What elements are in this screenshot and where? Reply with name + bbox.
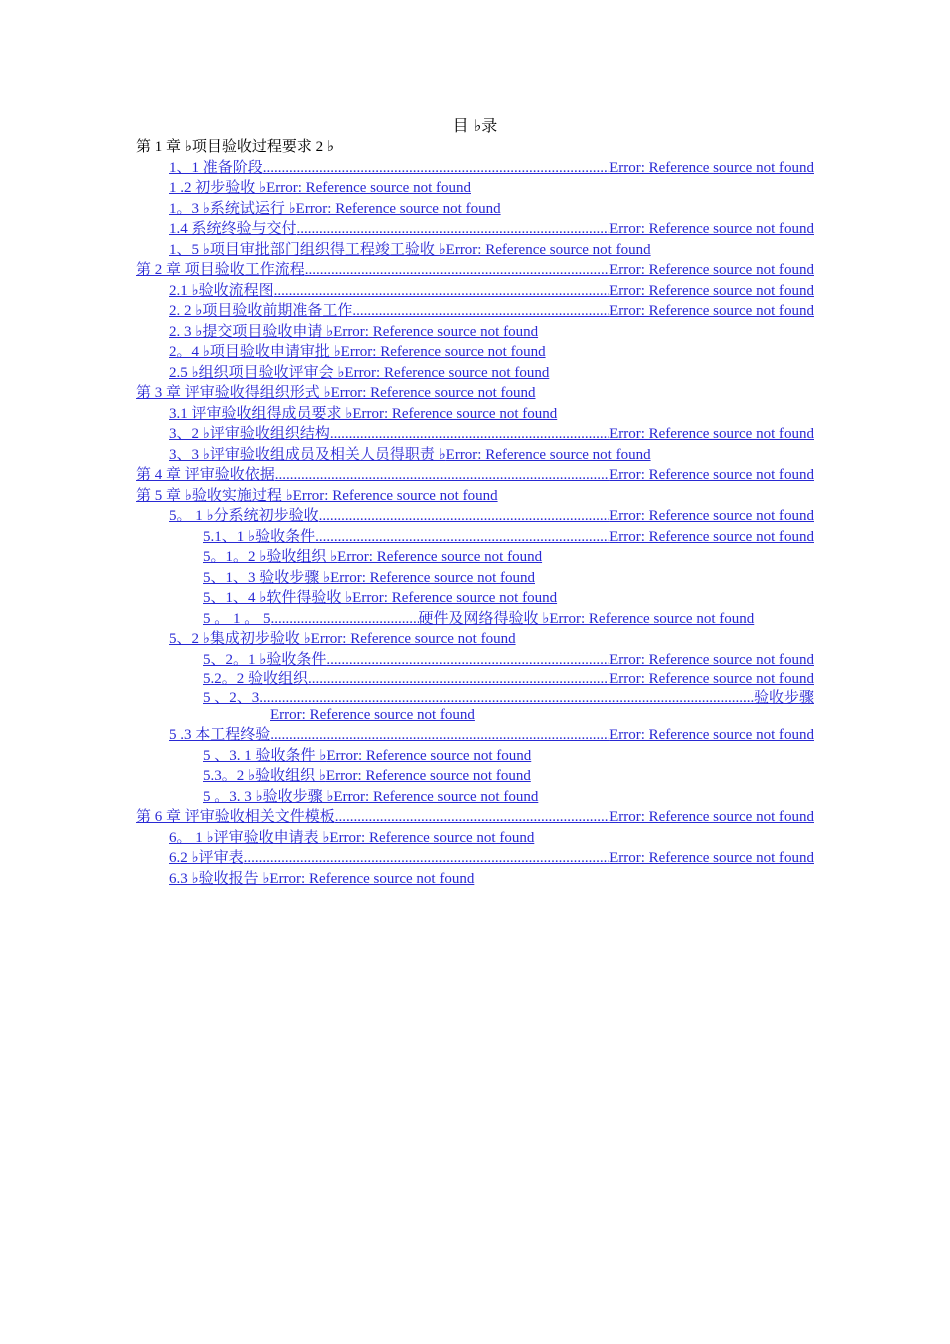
toc-entry-chapter-1 bbox=[136, 137, 814, 158]
toc-entry-ref[interactable]: Error: Reference source not found bbox=[292, 487, 498, 504]
toc-entry-ref[interactable]: Error: Reference source not found bbox=[609, 303, 814, 319]
dot-leader bbox=[326, 650, 609, 671]
toc-entry-label[interactable]: 1、5 ♭项目审批部门组织得工程竣工验收 ♭ bbox=[169, 241, 446, 258]
dot-leader bbox=[271, 609, 419, 630]
toc-entry-label[interactable]: 5.3。2 ♭验收组织 ♭ bbox=[203, 768, 326, 784]
toc-entry-label[interactable]: 第 4 章 评审验收依据 bbox=[136, 467, 275, 483]
toc-entry-ref[interactable]: Error: Reference source not found bbox=[295, 200, 501, 217]
toc-entry-5-1-2[interactable] bbox=[136, 547, 814, 568]
toc-entry-ref[interactable]: Error: Reference source not found bbox=[609, 221, 814, 237]
dot-leader bbox=[335, 807, 609, 828]
toc-entry-ref[interactable]: Error: Reference source not found bbox=[609, 159, 814, 176]
toc-entry-label[interactable]: 6.3 ♭验收报告 ♭ bbox=[169, 870, 270, 887]
toc-entry-ref[interactable]: Error: Reference source not found bbox=[609, 262, 814, 278]
toc-entry-2-2[interactable] bbox=[136, 301, 814, 322]
toc-entry-1-2[interactable] bbox=[136, 178, 814, 199]
toc-entry-label[interactable]: 2.1 ♭验收流程图 bbox=[169, 282, 274, 299]
toc-entry-5-3-2[interactable] bbox=[136, 766, 814, 787]
toc-entry-1-5[interactable] bbox=[136, 240, 814, 261]
toc-entry-label[interactable]: 5 。 1 。 5 bbox=[203, 610, 271, 627]
toc-title: 目 ♭录 bbox=[452, 116, 498, 135]
toc-entry-chapter-2[interactable] bbox=[136, 260, 814, 281]
toc-entry-5-2[interactable] bbox=[136, 629, 814, 650]
toc-entry-ref[interactable]: Error: Reference source not found bbox=[609, 809, 814, 825]
toc-entry-label[interactable]: 5、2。1 ♭验收条件 bbox=[203, 651, 327, 668]
toc-entry-ref[interactable]: Error: Reference source not found bbox=[333, 788, 539, 805]
toc-entry-5-3[interactable] bbox=[136, 725, 814, 746]
toc-entry-ref[interactable]: Error: Reference source not found bbox=[344, 364, 550, 381]
toc-entry-label[interactable]: 5、1、4 ♭软件得验收 ♭ bbox=[203, 590, 353, 606]
toc-entry-2-4[interactable] bbox=[136, 342, 814, 363]
table-of-contents bbox=[136, 137, 814, 889]
toc-entry-ref[interactable]: Error: Reference source not found bbox=[549, 610, 755, 627]
toc-entry-label[interactable]: 1、1 准备阶段 bbox=[169, 159, 263, 176]
toc-entry-label[interactable]: 2. 2 ♭项目验收前期准备工作 bbox=[169, 303, 353, 319]
toc-entry-1-4[interactable] bbox=[136, 219, 814, 240]
toc-entry-label[interactable]: 6.2 ♭评审表 bbox=[169, 850, 244, 866]
toc-entry-label[interactable]: 第 2 章 项目验收工作流程 bbox=[136, 262, 305, 278]
toc-entry-ref[interactable]: Error: Reference source not found bbox=[340, 344, 546, 360]
toc-entry-5-1[interactable] bbox=[136, 506, 814, 527]
toc-entry-6-3[interactable] bbox=[136, 869, 814, 890]
toc-entry-label[interactable]: 第 5 章 ♭验收实施过程 ♭ bbox=[136, 487, 293, 504]
toc-entry-5-3-1[interactable] bbox=[136, 746, 814, 767]
toc-entry-2-3[interactable] bbox=[136, 322, 814, 343]
dot-leader bbox=[319, 506, 610, 527]
dot-leader bbox=[330, 424, 609, 445]
toc-entry-chapter-3[interactable] bbox=[136, 383, 814, 404]
dot-leader bbox=[297, 219, 610, 240]
toc-entry-5-1-3[interactable] bbox=[136, 568, 814, 589]
toc-entry-label[interactable]: 5。 1 ♭分系统初步验收 bbox=[169, 508, 319, 524]
toc-entry-ref[interactable]: Error: Reference source not found bbox=[445, 241, 651, 258]
toc-entry-ref[interactable]: Error: Reference source not found bbox=[269, 870, 475, 887]
toc-entry-label[interactable]: 5、1、3 验收步骤 ♭ bbox=[203, 569, 331, 586]
toc-entry-ref[interactable]: Error: Reference source not found bbox=[352, 590, 558, 606]
toc-entry-ref[interactable]: Error: Reference source not found bbox=[445, 446, 651, 463]
dot-leader bbox=[305, 260, 609, 281]
toc-entry-1-3[interactable] bbox=[136, 199, 814, 220]
toc-entry-label[interactable]: 5、2 ♭集成初步验收 ♭ bbox=[169, 631, 311, 647]
toc-entry-tail[interactable]: 验收步骤 bbox=[753, 690, 814, 706]
toc-entry-5-3-3[interactable] bbox=[136, 787, 814, 808]
toc-entry-ref[interactable]: Error: Reference source not found bbox=[352, 405, 558, 422]
toc-entry-ref[interactable]: Error: Reference source not found bbox=[330, 385, 536, 401]
toc-entry-5-1-4[interactable] bbox=[136, 588, 814, 609]
toc-entry-ref[interactable]: Error: Reference source not found bbox=[337, 549, 543, 565]
dot-leader bbox=[352, 301, 609, 322]
toc-entry-3-1[interactable] bbox=[136, 404, 814, 425]
dot-leader bbox=[244, 848, 610, 869]
toc-entry-ref[interactable]: Error: Reference source not found bbox=[609, 727, 814, 743]
toc-entry-ref[interactable]: Error: Reference source not found bbox=[325, 768, 531, 784]
toc-entry-label[interactable]: 6。 1 ♭评审验收申请表 ♭ bbox=[169, 829, 330, 846]
toc-entry-3-3[interactable] bbox=[136, 445, 814, 466]
toc-entry-6-1[interactable] bbox=[136, 828, 814, 849]
toc-entry-label[interactable]: 第 6 章 评审验收相关文件模板 bbox=[136, 809, 335, 825]
toc-entry-label[interactable]: 5 .3 本工程终验 bbox=[169, 727, 271, 743]
toc-entry-label[interactable]: 2.5 ♭组织项目验收评审会 ♭ bbox=[169, 364, 345, 381]
toc-entry-ref[interactable]: Error: Reference source not found bbox=[609, 671, 814, 687]
toc-entry-ref[interactable]: Error: Reference source not found bbox=[609, 528, 814, 545]
toc-entry-5-2-3[interactable] bbox=[136, 688, 814, 725]
toc-entry-label[interactable]: 3、2 ♭评审验收组织结构 bbox=[169, 426, 330, 442]
toc-entry-label[interactable]: 3.1 评审验收组得成员要求 ♭ bbox=[169, 405, 353, 422]
toc-entry-ref[interactable]: Error: Reference source not found bbox=[330, 569, 535, 586]
dot-leader bbox=[263, 158, 609, 179]
dot-leader bbox=[270, 725, 609, 746]
toc-entry-label[interactable]: 1.4 系统终验与交付 bbox=[169, 221, 297, 237]
toc-entry-chapter-6[interactable] bbox=[136, 807, 814, 828]
toc-entry-3-2[interactable] bbox=[136, 424, 814, 445]
toc-entry-chapter-5[interactable] bbox=[136, 486, 814, 507]
toc-entry-1-1[interactable] bbox=[136, 158, 814, 179]
toc-entry-ref[interactable]: Error: Reference source not found bbox=[333, 323, 539, 340]
toc-entry-ref[interactable]: Error: Reference source not found bbox=[329, 829, 535, 846]
toc-entry-middle[interactable]: 硬件及网络得验收 ♭ bbox=[418, 610, 550, 627]
toc-entry-ref[interactable]: Error: Reference source not found bbox=[270, 707, 475, 723]
toc-entry-label[interactable]: 5。1。2 ♭验收组织 ♭ bbox=[203, 549, 338, 565]
toc-entry-label: 第 1 章 ♭项目验收过程要求 2 ♭ bbox=[136, 139, 334, 155]
dot-leader bbox=[315, 527, 609, 548]
toc-entry-ref[interactable]: Error: Reference source not found bbox=[609, 426, 814, 442]
toc-entry-label[interactable]: 第 3 章 评审验收得组织形式 ♭ bbox=[136, 385, 331, 401]
toc-entry-ref[interactable]: Error: Reference source not found bbox=[609, 651, 814, 668]
toc-entry-chapter-4[interactable] bbox=[136, 465, 814, 486]
dot-leader bbox=[274, 281, 610, 302]
toc-entry-ref[interactable]: Error: Reference source not found bbox=[326, 747, 532, 764]
toc-entry-5-1-1[interactable] bbox=[136, 527, 814, 548]
toc-entry-ref[interactable]: Error: Reference source not found bbox=[609, 282, 814, 299]
toc-entry-label[interactable]: 1 .2 初步验收 ♭ bbox=[169, 180, 267, 196]
toc-entry-label[interactable]: 5.1、1 ♭验收条件 bbox=[203, 528, 316, 545]
toc-entry-label[interactable]: 2。4 ♭项目验收申请审批 ♭ bbox=[169, 344, 341, 360]
toc-entry-label[interactable]: 5 、3. 1 验收条件 ♭ bbox=[203, 747, 327, 764]
dot-leader bbox=[308, 670, 609, 688]
dot-leader bbox=[275, 465, 609, 486]
toc-entry-5-1-5[interactable] bbox=[136, 609, 814, 630]
toc-entry-ref[interactable]: Error: Reference source not found bbox=[266, 180, 471, 196]
toc-entry-label[interactable]: 3、3 ♭评审验收组成员及相关人员得职责 ♭ bbox=[169, 446, 446, 463]
toc-entry-2-5[interactable] bbox=[136, 363, 814, 384]
toc-entry-ref[interactable]: Error: Reference source not found bbox=[609, 508, 814, 524]
toc-entry-5-2-1[interactable] bbox=[136, 650, 814, 671]
toc-entry-ref[interactable]: Error: Reference source not found bbox=[609, 850, 814, 866]
toc-entry-label[interactable]: 5.2。2 验收组织 bbox=[203, 671, 309, 687]
toc-entry-6-2[interactable] bbox=[136, 848, 814, 869]
toc-entry-label[interactable]: 2. 3 ♭提交项目验收申请 ♭ bbox=[169, 323, 334, 340]
toc-entry-2-1[interactable] bbox=[136, 281, 814, 302]
toc-entry-label[interactable]: 5 。3. 3 ♭验收步骤 ♭ bbox=[203, 788, 334, 805]
toc-entry-5-2-2[interactable] bbox=[136, 670, 814, 688]
toc-entry-ref[interactable]: Error: Reference source not found bbox=[609, 467, 814, 483]
toc-entry-ref[interactable]: Error: Reference source not found bbox=[310, 631, 516, 647]
toc-entry-label[interactable]: 5 、2、3 bbox=[203, 690, 260, 706]
toc-entry-label[interactable]: 1。3 ♭系统试运行 ♭ bbox=[169, 200, 296, 217]
